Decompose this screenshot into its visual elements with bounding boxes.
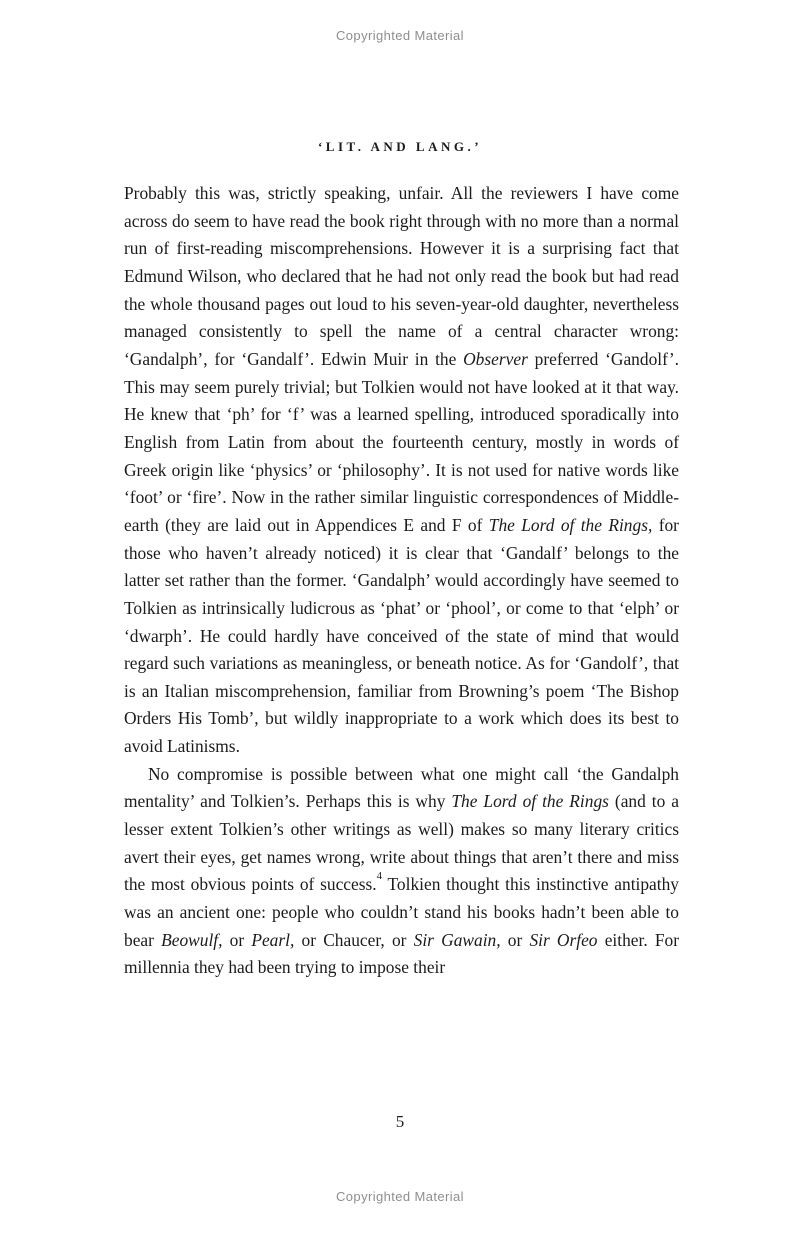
text-run: or Chaucer, or xyxy=(294,929,414,950)
italic-text-run: Observer xyxy=(463,348,528,369)
italic-text-run: Sir Orfeo xyxy=(529,929,598,950)
running-header: ‘LIT. AND LANG.’ xyxy=(317,139,483,154)
page-number: 5 xyxy=(395,1112,405,1131)
body-text xyxy=(124,180,679,982)
italic-text-run: Beowulf, xyxy=(161,929,223,950)
paragraph xyxy=(124,761,679,982)
text-run: or xyxy=(222,929,252,950)
text-run: Probably this was, strictly speaking, unfair. All the reviewers I have come across do seem to have read the book right through with no more than a normal run of first-reading miscomprehensions. However it is a surprising fact that Edmund Wilson, who declared that he had not only read the book but had read the whole thousand pages out loud to his seven-year-old daughter, nevertheless managed consistently to spell the name of a central character wrong: ‘Gandalph’, for ‘Gandalf’. Edwin Muir in the xyxy=(124,183,679,369)
copyright-notice-bottom: Copyrighted Material xyxy=(336,1189,464,1204)
text-run: No compromise is possible between what one might call ‘the Gandalph mentality’ and Tolkien’s. Perhaps this is why xyxy=(124,763,679,812)
text-run: (and to a lesser extent Tolkien’s other writings as well) makes so many literary critics avert their eyes, get names wrong, write about things that aren’t there and miss the most obvious points of success. xyxy=(124,791,679,895)
footnote-marker: 4 xyxy=(376,869,383,882)
italic-text-run: The Lord of the Rings xyxy=(451,791,609,812)
text-run: preferred ‘Gandolf’. This may seem purely trivial; but Tolkien would not have looked at it that way. He knew that ‘ph’ for ‘f’ was a learned spelling, introduced sporadically into English from Latin from about the fourteenth century, mostly in words of Greek origin like ‘physics’ or ‘philosophy’. It is not used for native words like ‘foot’ or ‘fire’. Now in the rather similar linguistic correspondences of Middle-earth (they are laid out in Appendices E and F of xyxy=(124,348,679,535)
italic-text-run: Pearl, xyxy=(251,929,295,950)
italic-text-run: Sir Gawain, xyxy=(413,929,501,950)
text-run: or xyxy=(500,929,530,950)
paragraph xyxy=(124,180,679,761)
text-run: Tolkien thought this instinctive antipathy was an ancient one: people who couldn’t stand his books hadn’t been able to bear xyxy=(124,874,680,950)
copyright-notice-top: Copyrighted Material xyxy=(336,28,464,43)
italic-text-run: The Lord of the Rings, xyxy=(488,514,653,535)
text-run: either. For millennia they had been trying to impose their xyxy=(124,929,680,978)
text-run: for those who haven’t already noticed) it is clear that ‘Gandalf’ belongs to the latter set rather than the former. ‘Gandalph’ would accordingly have seemed to Tolkien as intrinsically ludicrous as ‘phat’ or ‘phool’, or come to that ‘elph’ or ‘dwarph’. He could hardly have conceived of the state of mind that would regard such variations as meaningless, or beneath notice. As for ‘Gandolf’, that is an Italian miscomprehension, familiar from Browning’s poem ‘The Bishop Orders His Tomb’, but wildly inappropriate to a work which does its best to avoid Latinisms. xyxy=(124,514,679,757)
